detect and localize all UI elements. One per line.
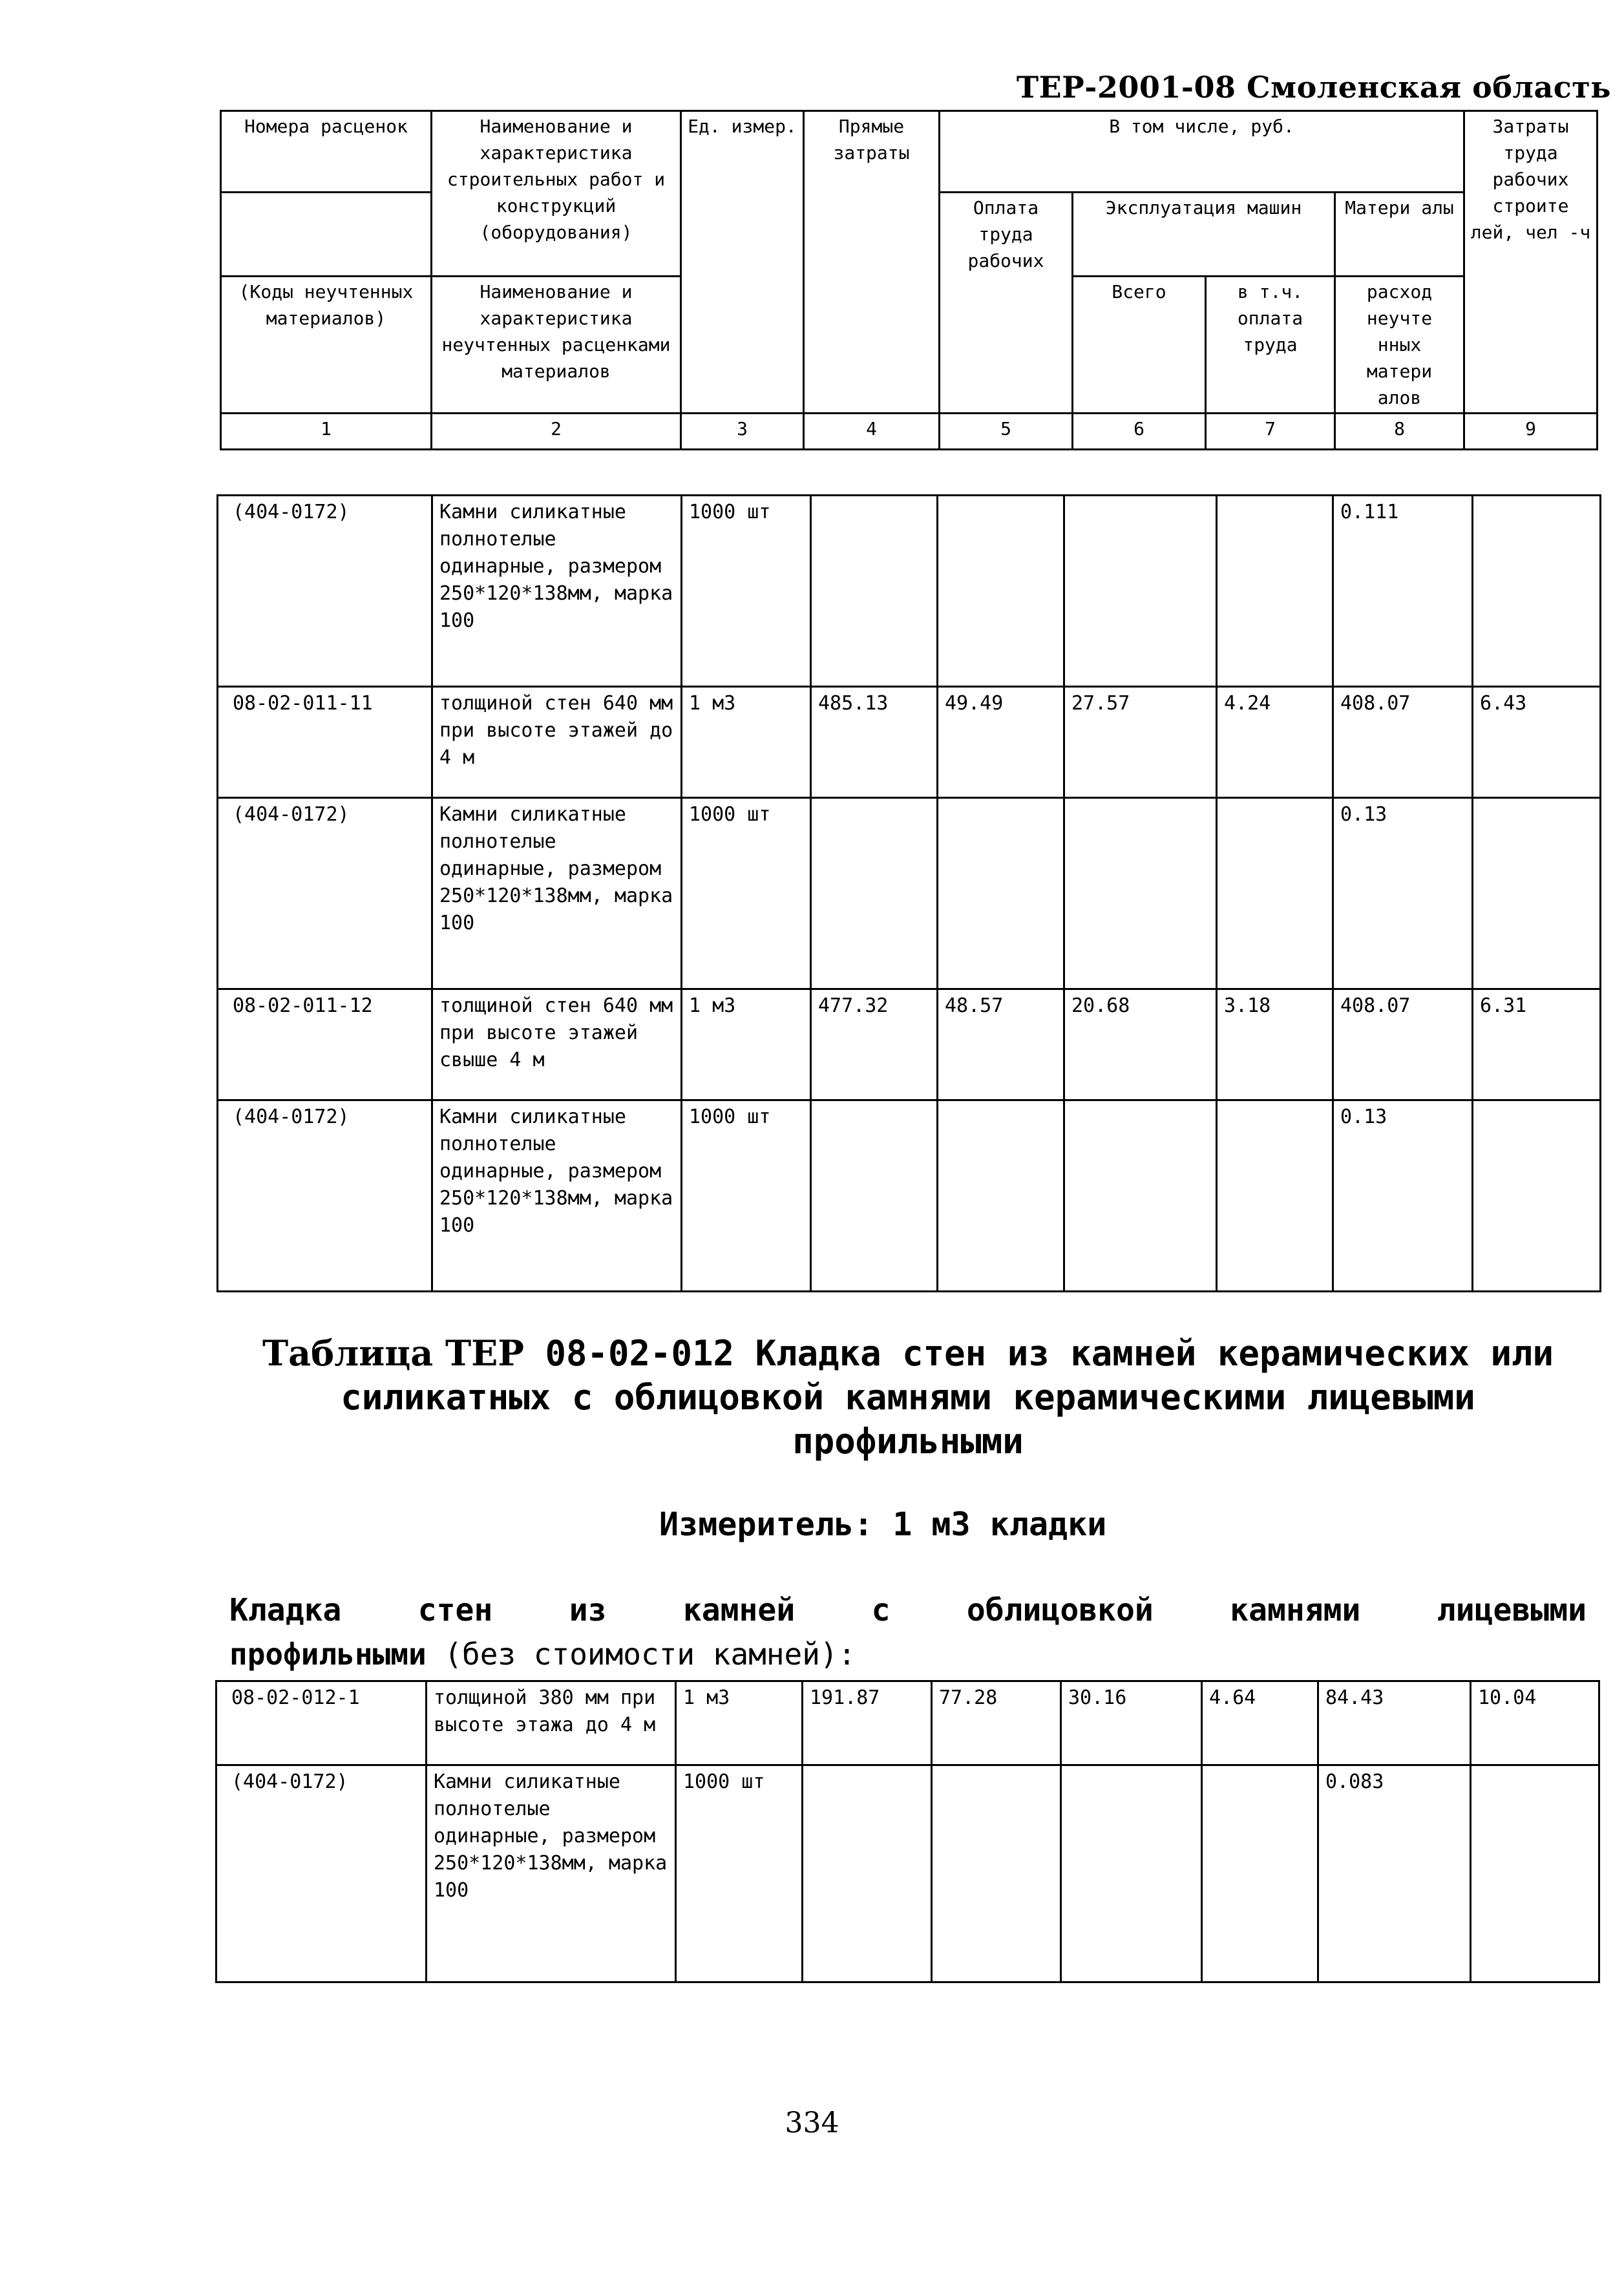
materials: 0.13 — [1333, 798, 1473, 989]
subheading-line-1: Кладка стен из камней с облицовкой камнями лицевыми — [229, 1592, 1587, 1628]
page-number: 334 — [785, 2107, 839, 2139]
header-machines-labor: в т.ч. оплата труда — [1206, 277, 1335, 414]
column-number: 6 — [1073, 414, 1206, 450]
direct-costs: 191.87 — [803, 1681, 932, 1765]
rate-code: (404-0172) — [216, 1765, 427, 1982]
materials: 84.43 — [1318, 1681, 1471, 1765]
header-machines: Эксплуатация машин — [1073, 193, 1335, 277]
labor-pay: 49.49 — [938, 687, 1064, 798]
machines-total — [1064, 496, 1217, 687]
rate-code: 08-02-011-11 — [218, 687, 432, 798]
table-row — [218, 687, 1601, 798]
machines-labor — [1202, 1765, 1318, 1982]
table-row — [216, 1765, 1599, 1982]
labor-pay — [938, 1100, 1064, 1292]
labor-pay — [932, 1765, 1061, 1982]
table-row — [218, 989, 1601, 1100]
worker-hours — [1473, 496, 1601, 687]
materials: 0.083 — [1318, 1765, 1471, 1982]
machines-labor — [1217, 798, 1333, 989]
header-labor-pay: Оплата труда рабочих — [940, 193, 1073, 414]
header-including-group: В том числе, руб. — [940, 111, 1464, 193]
work-name: Камни силикатные полнотелые одинарные, размером 250*120*138мм, марка 100 — [432, 1100, 682, 1292]
direct-costs — [803, 1765, 932, 1982]
work-name: толщиной 380 мм при высоте этажа до 4 м — [427, 1681, 676, 1765]
meter-label: Измеритель: 1 м3 кладки — [659, 1506, 1107, 1543]
table-heading-prefix: Таблица ТЕР — [262, 1332, 524, 1374]
labor-pay — [938, 798, 1064, 989]
worker-hours: 6.31 — [1473, 989, 1601, 1100]
header-unaccounted-names: Наименование и характеристика неучтенных расценками материалов — [432, 277, 681, 414]
table-row — [218, 496, 1601, 687]
subheading-rest: (без стоимости камней): — [426, 1637, 856, 1672]
column-number: 8 — [1335, 414, 1464, 450]
machines-labor: 4.64 — [1202, 1681, 1318, 1765]
materials: 408.07 — [1333, 989, 1473, 1100]
machines-labor: 3.18 — [1217, 989, 1333, 1100]
rates-table-header — [220, 110, 1598, 450]
machines-total — [1061, 1765, 1202, 1982]
unit: 1000 шт — [676, 1765, 803, 1982]
table-row — [218, 798, 1601, 989]
header-direct-costs: Прямые затраты — [804, 111, 940, 414]
labor-pay — [938, 496, 1064, 687]
rates-table-1 — [216, 494, 1601, 1292]
materials: 408.07 — [1333, 687, 1473, 798]
column-number: 9 — [1464, 414, 1598, 450]
table-heading-title: 08-02-012 Кладка стен из камней керамических или силикатных с облицовкой камнями керамическими лицевыми профильными — [341, 1333, 1554, 1462]
header-machines-total: Всего — [1073, 277, 1206, 414]
machines-total: 30.16 — [1061, 1681, 1202, 1765]
rate-code: 08-02-011-12 — [218, 989, 432, 1100]
machines-labor — [1217, 1100, 1333, 1292]
direct-costs: 477.32 — [811, 989, 938, 1100]
rates-table-2 — [215, 1680, 1600, 1983]
unit: 1000 шт — [682, 496, 811, 687]
worker-hours — [1473, 798, 1601, 989]
rate-code: 08-02-012-1 — [216, 1681, 427, 1765]
unit: 1000 шт — [682, 1100, 811, 1292]
machines-total — [1064, 798, 1217, 989]
materials: 0.111 — [1333, 496, 1473, 687]
materials: 0.13 — [1333, 1100, 1473, 1292]
direct-costs: 485.13 — [811, 687, 938, 798]
direct-costs — [811, 1100, 938, 1292]
labor-pay: 48.57 — [938, 989, 1064, 1100]
column-number: 3 — [681, 414, 804, 450]
unit: 1 м3 — [682, 687, 811, 798]
document-region-title: ТЕР-2001-08 Смоленская область — [1016, 70, 1611, 105]
machines-total: 27.57 — [1064, 687, 1217, 798]
unit: 1 м3 — [676, 1681, 803, 1765]
header-col1-spacer — [221, 193, 432, 277]
table-heading — [246, 1331, 1570, 1464]
unit: 1 м3 — [682, 989, 811, 1100]
subheading-bold: профильными — [229, 1637, 427, 1672]
worker-hours — [1471, 1765, 1599, 1982]
worker-hours — [1473, 1100, 1601, 1292]
column-number: 7 — [1206, 414, 1335, 450]
work-name: Камни силикатные полнотелые одинарные, размером 250*120*138мм, марка 100 — [432, 798, 682, 989]
labor-pay: 77.28 — [932, 1681, 1061, 1765]
machines-labor — [1217, 496, 1333, 687]
column-number: 4 — [804, 414, 940, 450]
direct-costs — [811, 496, 938, 687]
machines-labor: 4.24 — [1217, 687, 1333, 798]
work-name: толщиной стен 640 мм при высоте этажей свыше 4 м — [432, 989, 682, 1100]
direct-costs — [811, 798, 938, 989]
worker-hours: 10.04 — [1471, 1681, 1599, 1765]
work-name: толщиной стен 640 мм при высоте этажей до 4 м — [432, 687, 682, 798]
header-rate-number: Номера расценок — [221, 111, 432, 193]
machines-total — [1064, 1100, 1217, 1292]
work-name: Камни силикатные полнотелые одинарные, размером 250*120*138мм, марка 100 — [427, 1765, 676, 1982]
unit: 1000 шт — [682, 798, 811, 989]
rate-code: (404-0172) — [218, 1100, 432, 1292]
rate-code: (404-0172) — [218, 496, 432, 687]
machines-total: 20.68 — [1064, 989, 1217, 1100]
column-number: 5 — [940, 414, 1073, 450]
column-number: 1 — [221, 414, 432, 450]
column-number: 2 — [432, 414, 681, 450]
header-unit: Ед. измер. — [681, 111, 804, 414]
header-materials: Матери алы — [1335, 193, 1464, 277]
header-materials-consumption: расход неучте нных матери алов — [1335, 277, 1464, 414]
header-worker-hours: Затраты труда рабочих строите лей, чел -ч — [1464, 111, 1598, 414]
rate-code: (404-0172) — [218, 798, 432, 989]
table-row — [216, 1681, 1599, 1765]
work-name: Камни силикатные полнотелые одинарные, размером 250*120*138мм, марка 100 — [432, 496, 682, 687]
header-work-name: Наименование и характеристика строительных работ и конструкций (оборудования) — [432, 111, 681, 277]
subheading-line-2 — [229, 1634, 856, 1675]
header-unaccounted-codes: (Коды неучтенных материалов) — [221, 277, 432, 414]
worker-hours: 6.43 — [1473, 687, 1601, 798]
table-row — [218, 1100, 1601, 1292]
